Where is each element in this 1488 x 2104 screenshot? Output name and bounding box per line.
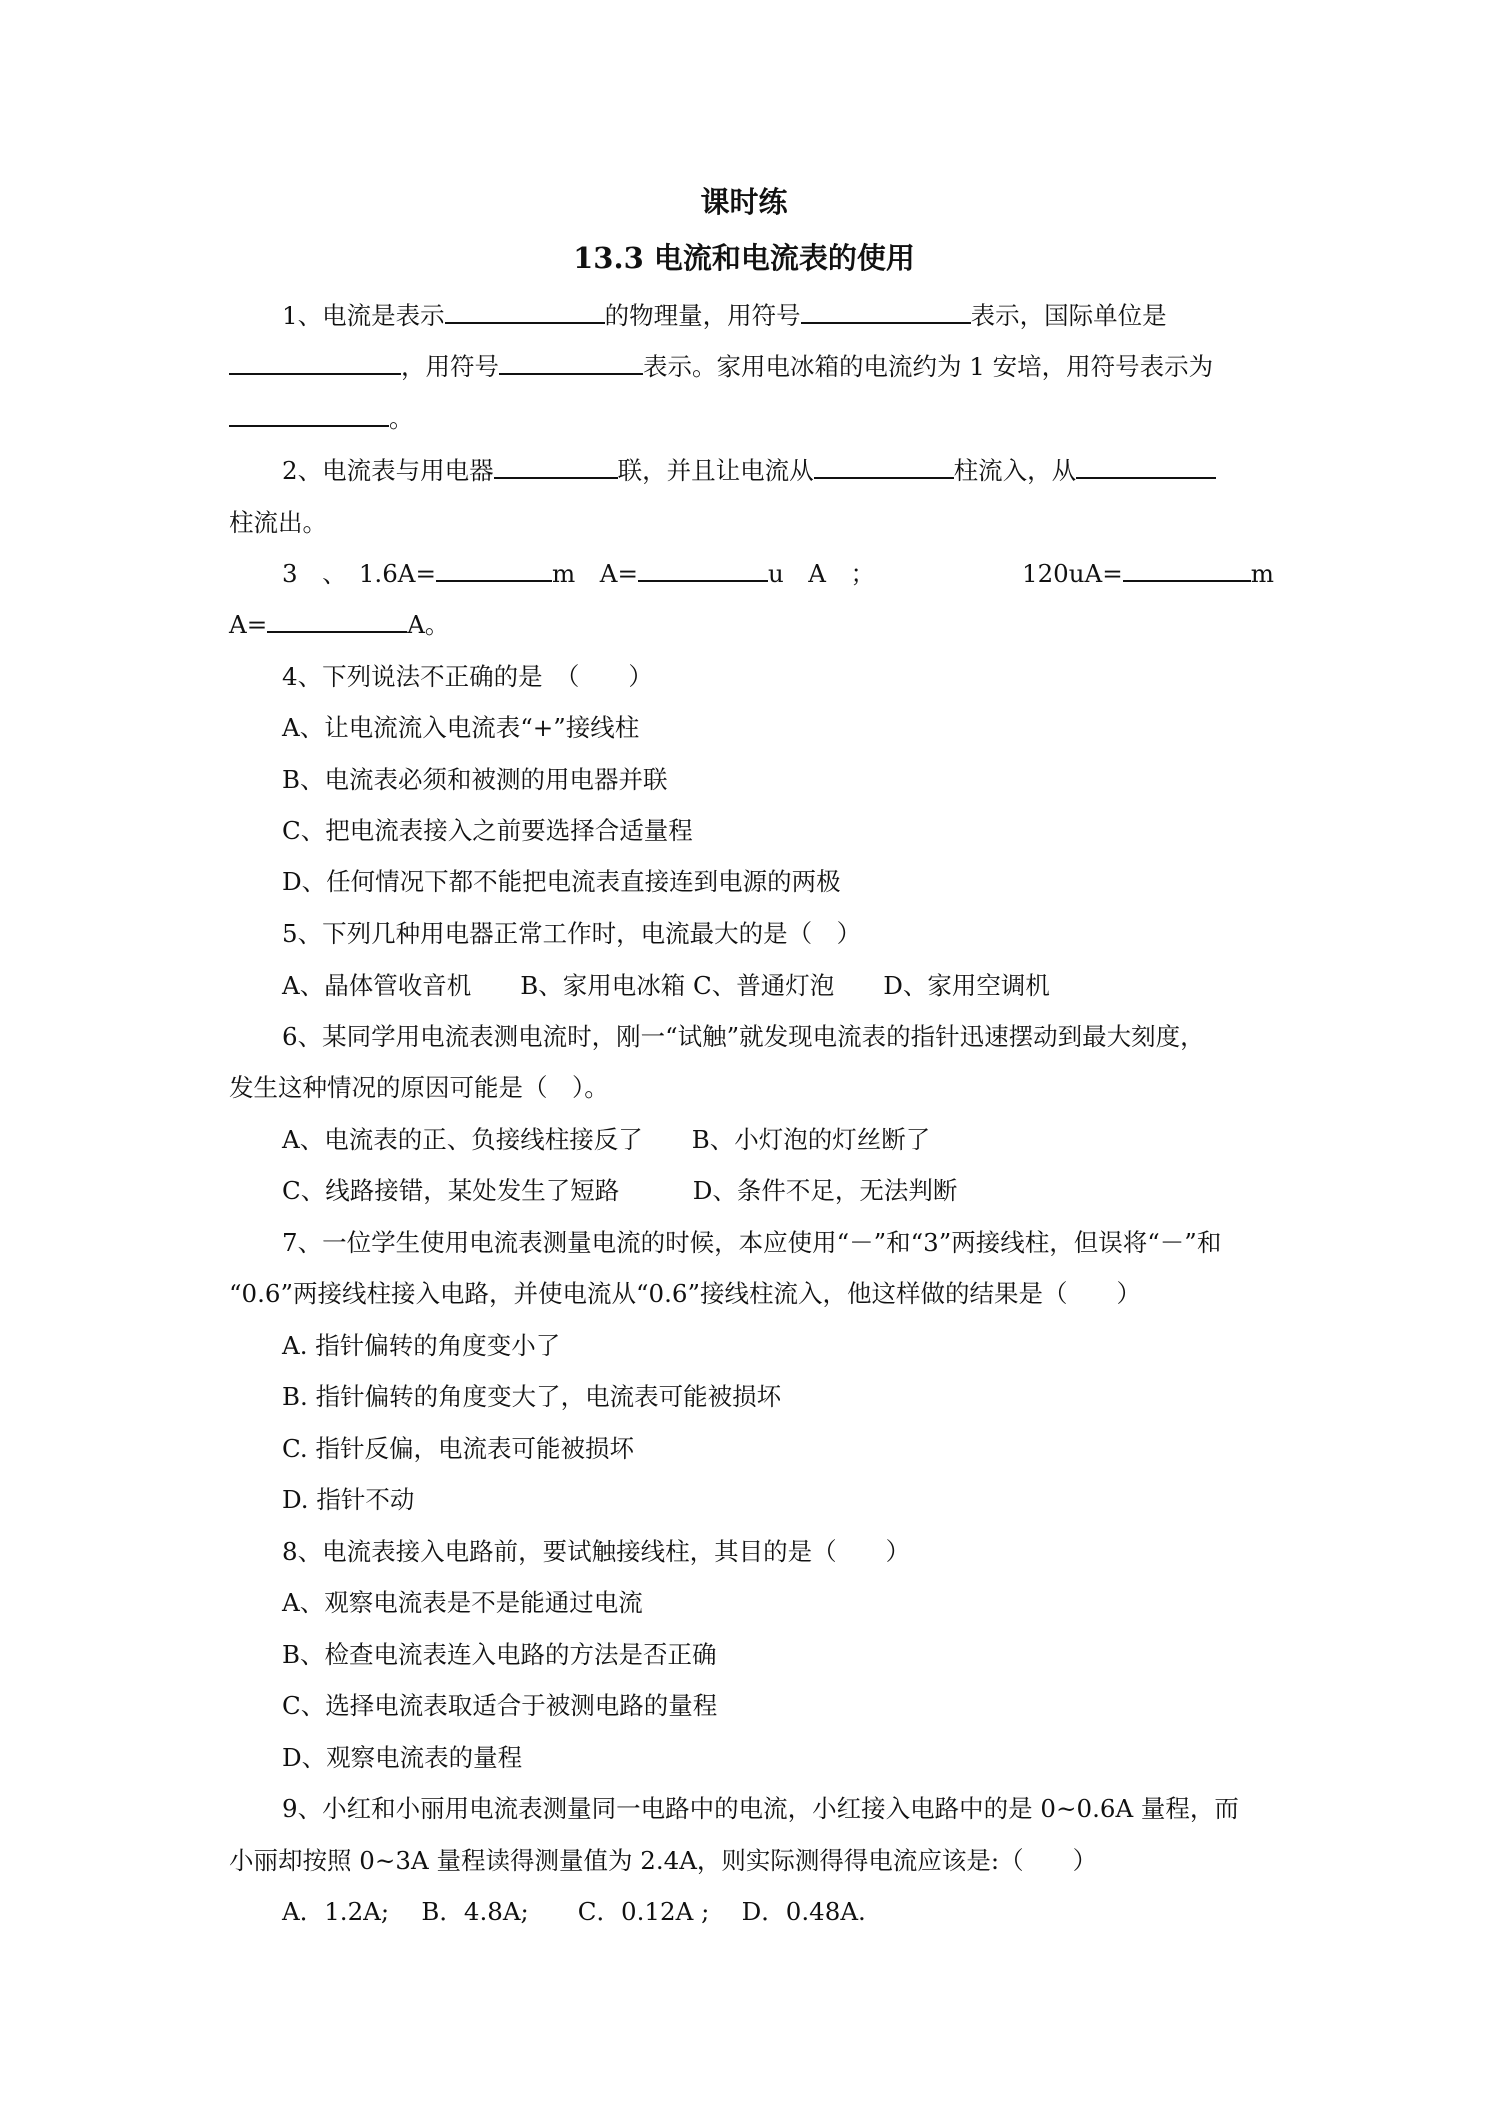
question-3-line-1-right: 120uA= m <box>1022 559 1274 588</box>
question-7-option-c: C. 指针反偏，电流表可能被损坏 <box>282 1434 634 1463</box>
question-7-stem-line-1: 7、一位学生使用电流表测量电流的时候，本应使用“－”和“3”两接线柱，但误将“－”和 <box>282 1228 1222 1257</box>
answer-blank[interactable] <box>229 403 389 427</box>
answer-blank[interactable] <box>1076 455 1216 479</box>
question-2-line-2: 柱流出。 <box>229 508 327 537</box>
question-6-stem-line-1: 6、某同学用电流表测电流时，刚一“试触”就发现电流表的指针迅速摆动到最大刻度， <box>282 1022 1205 1051</box>
question-8-option-c: C、选择电流表取适合于被测电路的量程 <box>282 1691 718 1720</box>
answer-blank[interactable] <box>814 455 954 479</box>
answer-blank[interactable] <box>436 558 552 582</box>
question-5-options: A、晶体管收音机 B、家用电冰箱 C、普通灯泡 D、家用空调机 <box>282 971 1050 1000</box>
question-4-stem: 4、下列说法不正确的是 （ ） <box>282 662 653 691</box>
question-9-options: A．1.2A; B．4.8A; C．0.12A ; D．0.48A. <box>282 1897 866 1926</box>
question-7-option-b: B. 指针偏转的角度变大了，电流表可能被损坏 <box>282 1382 782 1411</box>
question-8-option-a: A、观察电流表是不是能通过电流 <box>282 1588 643 1617</box>
question-4-option-b: B、电流表必须和被测的用电器并联 <box>282 765 668 794</box>
question-5-stem: 5、下列几种用电器正常工作时，电流最大的是（ ） <box>282 919 862 948</box>
question-8-option-b: B、检查电流表连入电路的方法是否正确 <box>282 1640 717 1669</box>
answer-blank[interactable] <box>445 300 605 324</box>
question-4-option-d: D、任何情况下都不能把电流表直接连到电源的两极 <box>282 867 841 896</box>
answer-blank[interactable] <box>801 300 971 324</box>
answer-blank[interactable] <box>1123 558 1251 582</box>
question-6-options-2: C、线路接错，某处发生了短路 D、条件不足，无法判断 <box>282 1176 958 1205</box>
question-1-line-1: 1、电流是表示 的物理量，用符号 表示，国际单位是 <box>282 301 1167 330</box>
question-6-options-1: A、电流表的正、负接线柱接反了 B、小灯泡的灯丝断了 <box>282 1125 931 1154</box>
answer-blank[interactable] <box>499 351 643 375</box>
question-8-stem: 8、电流表接入电路前，要试触接线柱，其目的是（ ） <box>282 1537 911 1566</box>
answer-blank[interactable] <box>494 455 618 479</box>
answer-blank[interactable] <box>229 351 401 375</box>
worksheet-title: 课时练 <box>700 185 788 219</box>
question-4-option-c: C、把电流表接入之前要选择合适量程 <box>282 816 693 845</box>
question-9-stem-line-1: 9、小红和小丽用电流表测量同一电路中的电流，小红接入电路中的是 0~0.6A 量程，而 <box>282 1794 1239 1823</box>
question-7-option-d: D. 指针不动 <box>282 1485 415 1514</box>
lesson-subtitle: 13.3 电流和电流表的使用 <box>573 241 915 275</box>
answer-blank[interactable] <box>638 558 768 582</box>
question-9-stem-line-2: 小丽却按照 0~3A 量程读得测量值为 2.4A，则实际测得得电流应该是:（ ） <box>229 1846 1098 1875</box>
question-4-option-a: A、让电流流入电流表“+”接线柱 <box>282 713 640 742</box>
answer-blank[interactable] <box>267 609 407 633</box>
question-1-line-2: ，用符号 表示。家用电冰箱的电流约为 1 安培，用符号表示为 <box>229 349 1213 385</box>
question-7-option-a: A. 指针偏转的角度变小了 <box>282 1331 561 1360</box>
question-1-line-3: 。 <box>229 401 414 437</box>
question-3-line-2: A= A。 <box>229 610 450 639</box>
question-2-line-1: 2、电流表与用电器 联，并且让电流从 柱流入，从 <box>282 453 1216 489</box>
question-7-stem-line-2: “0.6”两接线柱接入电路，并使电流从“0.6”接线柱流入，他这样做的结果是（ ） <box>229 1279 1142 1308</box>
question-6-stem-line-2: 发生这种情况的原因可能是（ ）。 <box>229 1073 609 1102</box>
question-8-option-d: D、观察电流表的量程 <box>282 1743 523 1772</box>
question-3-line-1: 3 、 1.6A= m A= u A ； <box>282 559 875 588</box>
